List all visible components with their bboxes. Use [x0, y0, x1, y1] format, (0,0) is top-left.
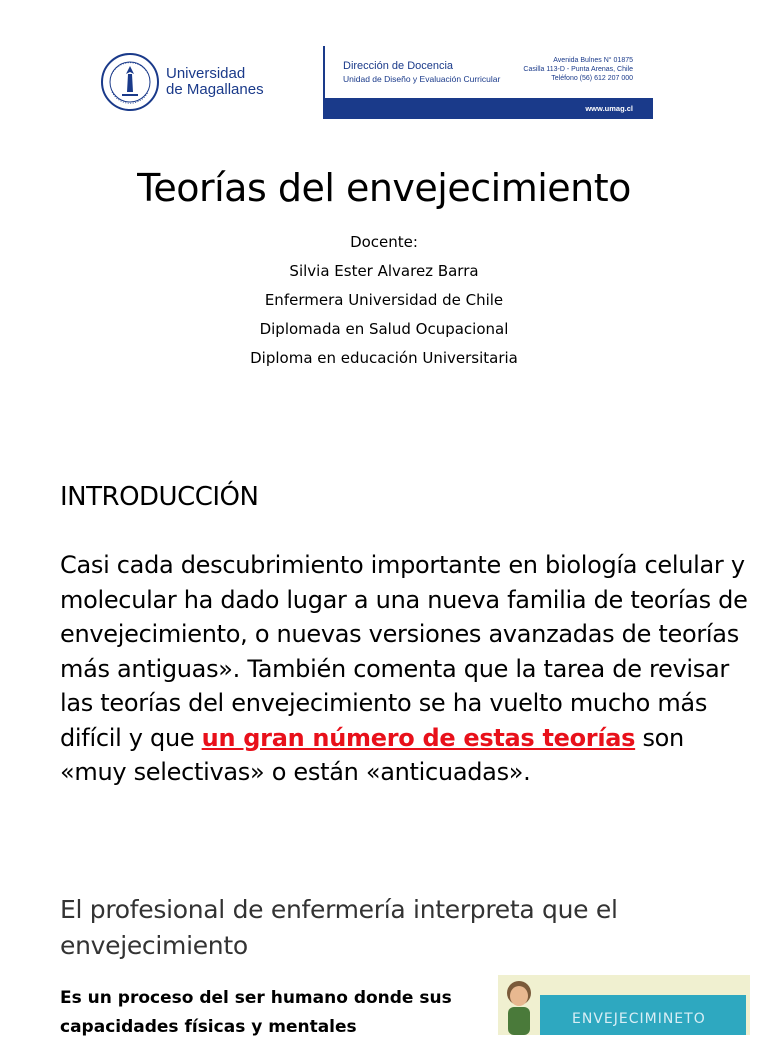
page-title: Teorías del envejecimiento [137, 166, 631, 210]
credit-line: Enfermera Universidad de Chile [264, 291, 504, 309]
thumbnail-panel [540, 995, 746, 1035]
intro-text: Casi cada descubrimiento importante en biología celular y molecular ha dado lugar a una nueva familia de teorías de envejecimiento, o nuevas versiones avanzadas de teorías más antiguas». También comenta que la tarea de revisar las teorías del envejecimiento se ha vuelto mucho más difícil y que [60, 551, 748, 752]
address-line: Casilla 113-D - Punta Arenas, Chile [523, 66, 633, 73]
intro-paragraph [60, 548, 750, 790]
address-block [523, 56, 633, 83]
credit-line: Docente: [350, 233, 418, 251]
docencia-title: Dirección de Docencia [343, 60, 454, 72]
intro-highlight: un gran número de estas teorías [201, 723, 636, 752]
address-line: Teléfono (56) 612 207 000 [551, 75, 633, 82]
credit-line: Diploma en educación Universitaria [250, 349, 518, 367]
intro-text-end: son «muy selectivas» o están «anticuadas». [60, 723, 684, 786]
university-name-line1: Universidad [166, 65, 246, 82]
address-line: Avenida Bulnes N° 01875 [553, 57, 633, 64]
credit-line: Silvia Ester Alvarez Barra [289, 262, 479, 280]
university-seal-icon [100, 52, 160, 112]
website-link[interactable]: www.umag.cl [585, 104, 633, 113]
author-credits [0, 228, 768, 373]
intro-heading: INTRODUCCIÓN [60, 482, 259, 512]
university-name [166, 66, 264, 98]
bold-statement: Es un proceso del ser humano donde sus capacidades físicas y mentales [60, 988, 452, 1037]
university-logo [100, 52, 310, 114]
docencia-subtitle: Unidad de Diseño y Evaluación Curricular [343, 74, 501, 84]
docencia-header [323, 46, 653, 119]
university-name-line2: de Magallanes [166, 81, 264, 98]
section-heading: El profesional de enfermería interpreta que el envejecimiento [60, 895, 618, 960]
slide-thumbnail [498, 975, 750, 1035]
thumbnail-label: ENVEJECIMINETO [572, 1011, 706, 1027]
credit-line: Diplomada en Salud Ocupacional [259, 320, 509, 338]
elderly-person-icon [502, 979, 536, 1035]
